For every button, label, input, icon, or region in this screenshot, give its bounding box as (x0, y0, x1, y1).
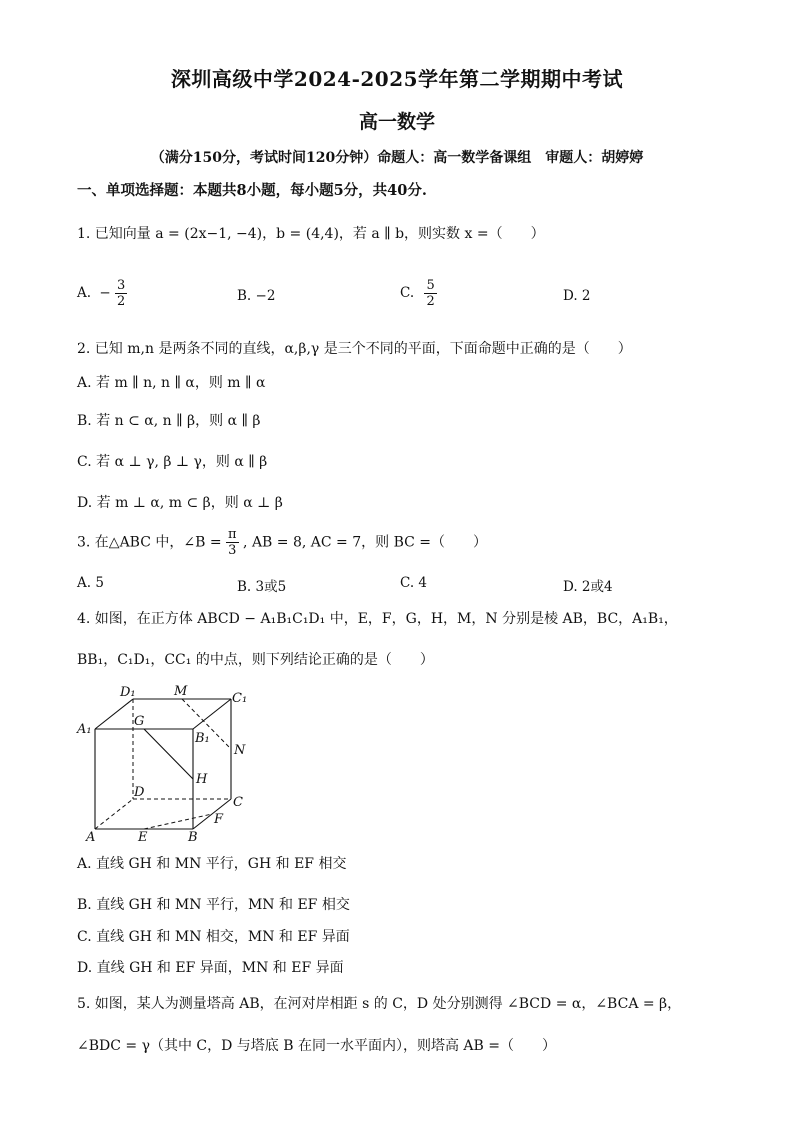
question-5-line-1: 5. 如图，某人为测量塔高 AB，在河对岸相距 s 的 C，D 处分别测得 ∠BCD = α，∠BCA = β， (77, 996, 682, 1012)
label-a: A (86, 830, 96, 845)
section-heading: 一、单项选择题：本题共8小题，每小题5分，共40分. (77, 182, 427, 199)
q1-option-a-fraction (115, 278, 127, 309)
q1-option-a-denominator: 2 (116, 294, 126, 309)
label-b: B (188, 830, 198, 845)
q3-option-a: A. 5 (77, 575, 104, 591)
q3-fraction-numerator: π (228, 527, 237, 542)
q4-option-c: C. 直线 GH 和 MN 相交，MN 和 EF 异面 (77, 929, 350, 945)
cube-figure (70, 680, 260, 845)
q1-option-a (77, 278, 127, 309)
label-c: C (233, 795, 243, 810)
edge-b-c (193, 799, 231, 829)
label-d: D (134, 785, 145, 800)
q4-option-d: D. 直线 GH 和 EF 异面，MN 和 EF 异面 (77, 960, 344, 976)
label-m: M (174, 684, 188, 699)
q1-option-a-label: A. (77, 285, 92, 301)
q3-option-c: C. 4 (400, 575, 428, 591)
label-g: G (134, 714, 145, 729)
q1-option-c-label: C. (400, 285, 415, 301)
q4-option-b: B. 直线 GH 和 MN 平行，MN 和 EF 相交 (77, 897, 350, 913)
q1-option-b: B. −2 (237, 288, 276, 304)
exam-note: （满分150分，考试时间120分钟）命题人：高一数学备课组 审题人：胡婷婷 (150, 150, 644, 166)
label-b1: B₁ (195, 731, 210, 746)
question-3-stem (77, 527, 487, 558)
edge-a1-d1 (95, 699, 133, 729)
q1-option-c-fraction (424, 278, 436, 309)
q3-angle-fraction (226, 527, 239, 558)
exam-subtitle: 高一数学 (358, 111, 435, 133)
hidden-edge-a-d (95, 799, 133, 829)
q2-option-c: C. 若 α ⊥ γ, β ⊥ γ，则 α ∥ β (77, 454, 268, 470)
q2-option-b: B. 若 n ⊂ α, n ∥ β，则 α ∥ β (77, 413, 261, 429)
q1-option-d: D. 2 (563, 288, 591, 304)
question-2-stem: 2. 已知 m,n 是两条不同的直线，α,β,γ 是三个不同的平面，下面命题中正确的是（ ） (77, 341, 632, 357)
q1-option-a-sign: − (99, 285, 111, 301)
q3-stem-post: , AB = 8, AC = 7，则 BC =（ ） (243, 534, 488, 551)
label-d1: D₁ (120, 685, 136, 700)
q1-option-c-numerator: 5 (426, 278, 435, 293)
exam-title: 深圳高级中学2024-2025学年第二学期期中考试 (170, 67, 624, 91)
q1-option-c (400, 278, 437, 309)
q4-option-a: A. 直线 GH 和 MN 平行，GH 和 EF 相交 (77, 856, 347, 872)
q3-option-d: D. 2或4 (563, 579, 613, 595)
label-n: N (234, 743, 246, 758)
label-h: H (196, 772, 208, 787)
question-4-line-2: BB₁，C₁D₁，CC₁ 的中点，则下列结论正确的是（ ） (77, 652, 434, 668)
q1-option-c-denominator: 2 (426, 294, 435, 309)
label-e: E (138, 830, 148, 845)
q3-option-b: B. 3或5 (237, 579, 287, 595)
q3-stem-pre: 3. 在△ABC 中，∠B = (77, 534, 222, 551)
label-f: F (214, 812, 224, 827)
question-4-line-1: 4. 如图，在正方体 ABCD − A₁B₁C₁D₁ 中，E，F，G，H，M，N 分别是棱 AB，BC，A₁B₁， (77, 611, 678, 627)
label-a1: A₁ (77, 722, 92, 737)
q2-option-d: D. 若 m ⊥ α, m ⊂ β，则 α ⊥ β (77, 495, 283, 511)
q2-option-a: A. 若 m ∥ n, n ∥ α，则 m ∥ α (77, 375, 266, 391)
question-1-stem: 1. 已知向量 a = (2x−1, −4)，b = (4,4)，若 a ∥ b，则实数 x =（ ） (77, 226, 545, 242)
label-c1: C₁ (232, 691, 248, 706)
edge-b1-c1 (193, 699, 231, 729)
q1-option-a-numerator: 3 (116, 278, 126, 293)
question-5-line-2: ∠BDC = γ（其中 C，D 与塔底 B 在同一水平面内），则塔高 AB =（ ） (77, 1038, 557, 1054)
segment-gh (144, 729, 193, 779)
q3-fraction-denominator: 3 (228, 543, 237, 558)
